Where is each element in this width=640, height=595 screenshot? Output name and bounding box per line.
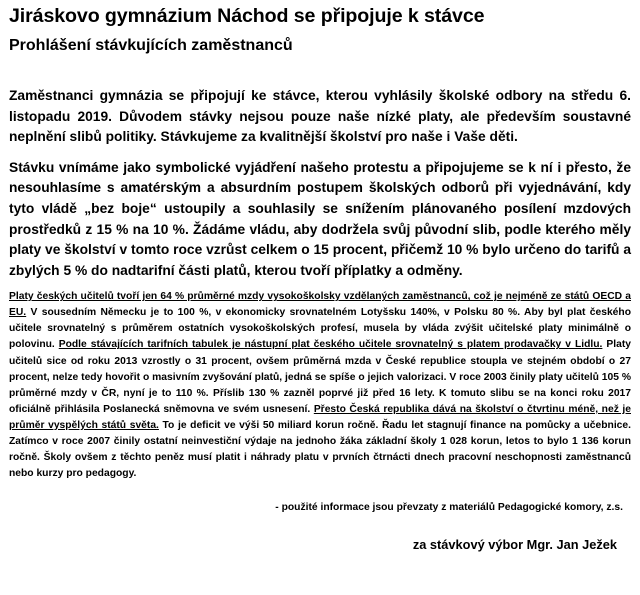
fact-text-1: V sousedním Německu je to 100 %, v ekonomicky srovnatelném Lotyšsku 140%, v Polsku 80 %. Aby byl plat českého učitele srovnatelný s průměrem ostatních vysokoškolských profesí, musela by vláda zvýšit učitelské platy minimálně o polovinu. — [9, 307, 631, 351]
fact-underlined-2: Podle stávajících tarifních tabulek je nástupní plat českého učitele srovnatelný s platem prodavačky v Lidlu. — [58, 339, 603, 351]
source-note: - použité informace jsou převzaty z materiálů Pedagogické komory, z.s. — [275, 501, 623, 513]
facts-paragraph — [9, 289, 631, 482]
paragraph-strike-announcement: Zaměstnanci gymnázia se připojují ke stávce, kterou vyhlásily školské odbory na středu 6. listopadu 2019. Důvodem stávky nejsou pouze naše nízké platy, ale především soustavné neplnění slibů politiky. Stávkujeme za kvalitnější školství pro naše i Vaše děti. — [9, 88, 631, 145]
fact-text-3: To je deficit ve výši 50 miliard korun ročně. Řadu let stagnují finance na pomůcky a učebnice. Zatímco v roce 2007 činily ostatní neinvestiční výdaje na jednoho žáka základní školy 1 028 korun, letos to bylo 1 136 korun ročně. Školy ovšem z těchto peněz musí platit i náhrady platu v prvních čtrnácti dnech pracovní neschopnosti zaměstnanců nebo kurzy pro pedagogy. — [9, 419, 631, 479]
fact-text-2: Platy učitelů sice od roku 2013 vzrostly o 31 procent, ovšem průměrná mzda v České republice stoupla ve stejném období o 27 procent, nelze tedy hovořit o masivním zvyšování platů, jedná se spíše o jejich valorizaci. V roce 2003 činily platy učitelů 105 % průměrné mzdy v ČR, nyní je to 110 %. Příslib 130 % zazněl poprvé již před 16 lety. K tomuto slibu se na konci roku 2017 oficiálně přihlásila Poslanecká sněmovna ve svém usnesení. — [9, 339, 631, 415]
page-subtitle: Prohlášení stávkujících zaměstnanců — [9, 37, 293, 54]
paragraph-strike-position: Stávku vnímáme jako symbolické vyjádření našeho protestu a připojujeme se k ní i přesto, že nesouhlasíme s amatérským a absurdním postupem školských odborů při vyjednávání, kdy tyto vládě „bez boje“ ustoupily a souhlasily se snížením plánovaného posílení mzdových prostředků z 15 % na 10 %. Žádáme vládu, aby dodržela svůj původní slib, podle kterého měly platy ve školství v tomto roce vzrůst celkem o 15 procent, přičemž 10 % bylo určeno do tarifů a zbylých 5 % do nadtarifní části platů, kterou tvoří příplatky a odměny. — [9, 159, 631, 278]
page-title: Jiráskovo gymnázium Náchod se připojuje k stávce — [9, 5, 485, 27]
signature: za stávkový výbor Mgr. Jan Ježek — [412, 536, 617, 552]
fact-underlined-1: Platy českých učitelů tvoří jen 64 % průměrné mzdy vysokoškolsky vzdělaných zaměstnanců, což je nejméně ze států OECD a EU. — [9, 291, 631, 319]
fact-underlined-3: Přesto Česká republika dává na školství o čtvrtinu méně, než je průměr vyspělých států světa. — [9, 403, 631, 431]
